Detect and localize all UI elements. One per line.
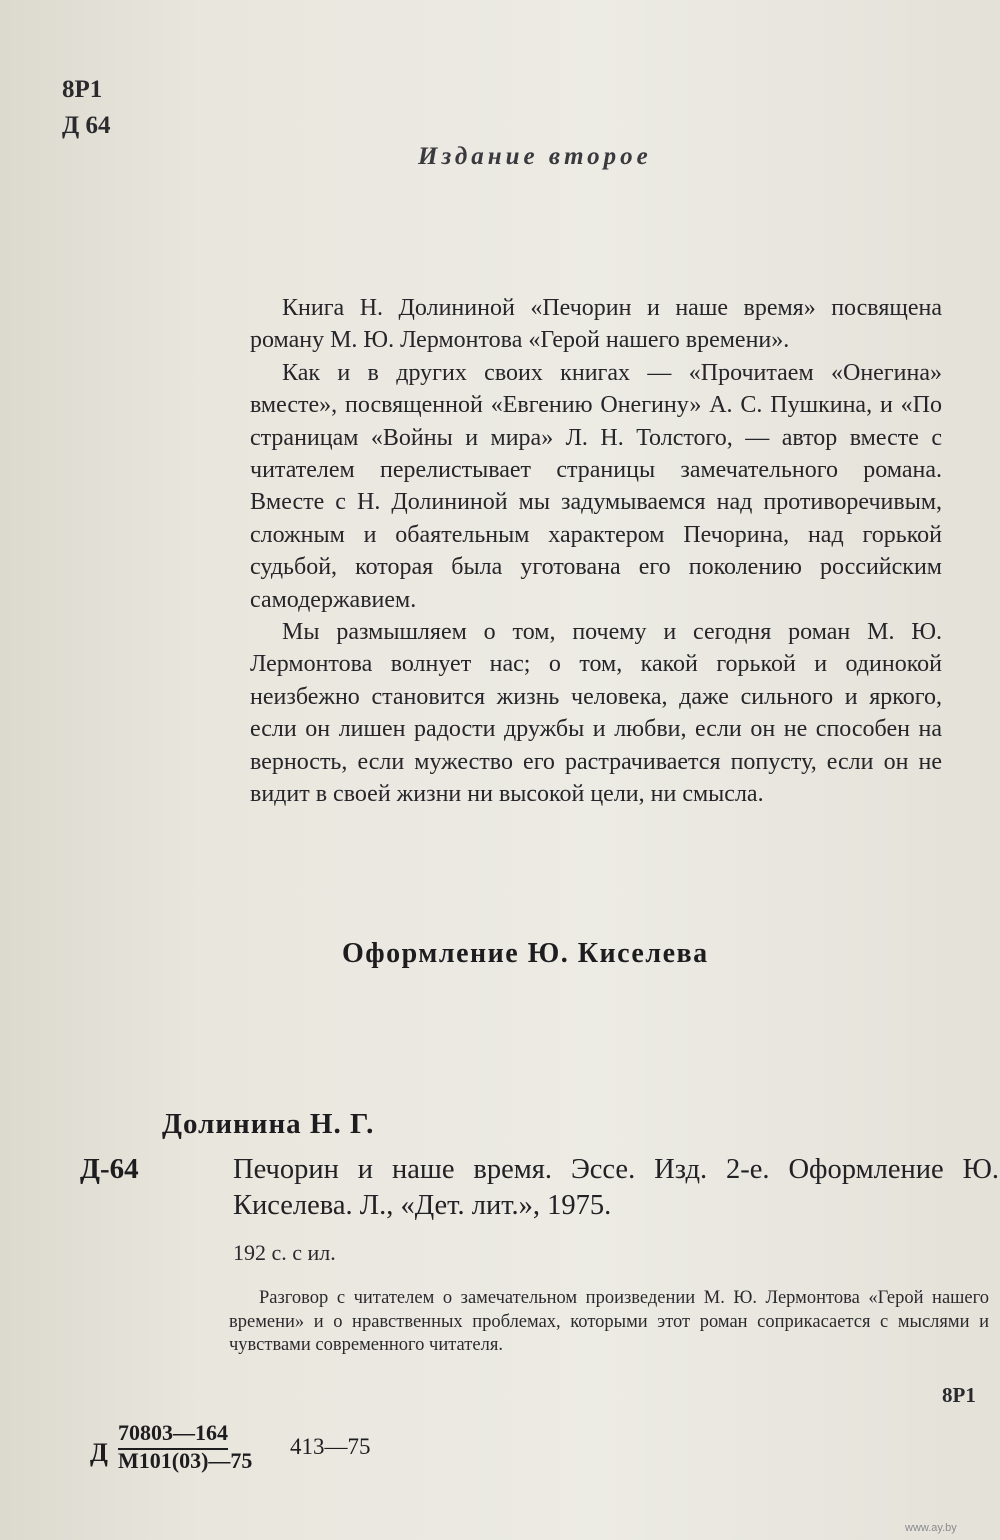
bibliography-entry: Печорин и наше время. Эссе. Изд. 2-е. Оформление Ю. Киселева. Л., «Дет. лит.», 1975.: [233, 1154, 999, 1221]
catalog-index-line2: Д 64: [62, 112, 111, 139]
site-watermark: www.ay.by: [905, 1522, 957, 1534]
catalog-index-line1: 8Р1: [62, 76, 103, 103]
price-formula-numerator: 70803—164: [118, 1420, 228, 1450]
price-formula-denominator: М101(03)—75: [118, 1448, 253, 1473]
annotation-paragraph-3: Мы размышляем о том, почему и сегодня роман М. Ю. Лермонтова волнует нас; о том, какой горькой и одинокой неизбежно становится жизнь человека, даже сильного и яркого, если он лишен радости дружбы и любви, если он не способен на верность, если мужество его растрачивается попусту, если он не видит в своей жизни ни высокой цели, ни смысла.: [250, 619, 942, 808]
annotation-paragraph-2: Как и в других своих книгах — «Прочитаем «Онегина» вместе», посвященной «Евгению Онегину» А. С. Пушкина, и «По страницам «Войны и мира» Л. Н. Толстого, — автор вместе с читателем перелистывает страницы замечательного романа. Вместе с Н. Долининой мы задумываемся над противоречивым, сложным и обаятельным характером Печорина, над горькой судьбой, которая была уготована его поколению российским самодержавием.: [250, 359, 942, 613]
design-credit: Оформление Ю. Киселева: [342, 938, 709, 969]
bibliography-shelf-mark: Д-64: [80, 1153, 139, 1185]
bibliography-summary-text: Разговор с читателем о замечательном произведении М. Ю. Лермонтова «Герой нашего времени» и о нравственных проблемах, которыми этот роман соприкасается с мыслями и чувствами современного читателя.: [229, 1288, 989, 1355]
edition-label: Издание второе: [418, 143, 652, 170]
annotation-paragraph-1: Книга Н. Долининой «Печорин и наше время» посвящена роману М. Ю. Лермонтова «Герой нашего времени».: [250, 295, 942, 354]
bibliography-class-code: 8Р1: [942, 1383, 976, 1407]
bibliography-summary: [229, 1287, 989, 1358]
show-through-shadow: [300, 840, 940, 940]
bibliography-author: Долинина Н. Г.: [162, 1108, 375, 1140]
annotation-text: [250, 292, 942, 811]
bibliography-pages: 192 с. с ил.: [233, 1240, 336, 1265]
catalog-index: [62, 72, 110, 144]
price-formula-letter: Д: [90, 1438, 108, 1467]
price-formula-tail: 413—75: [290, 1434, 371, 1459]
